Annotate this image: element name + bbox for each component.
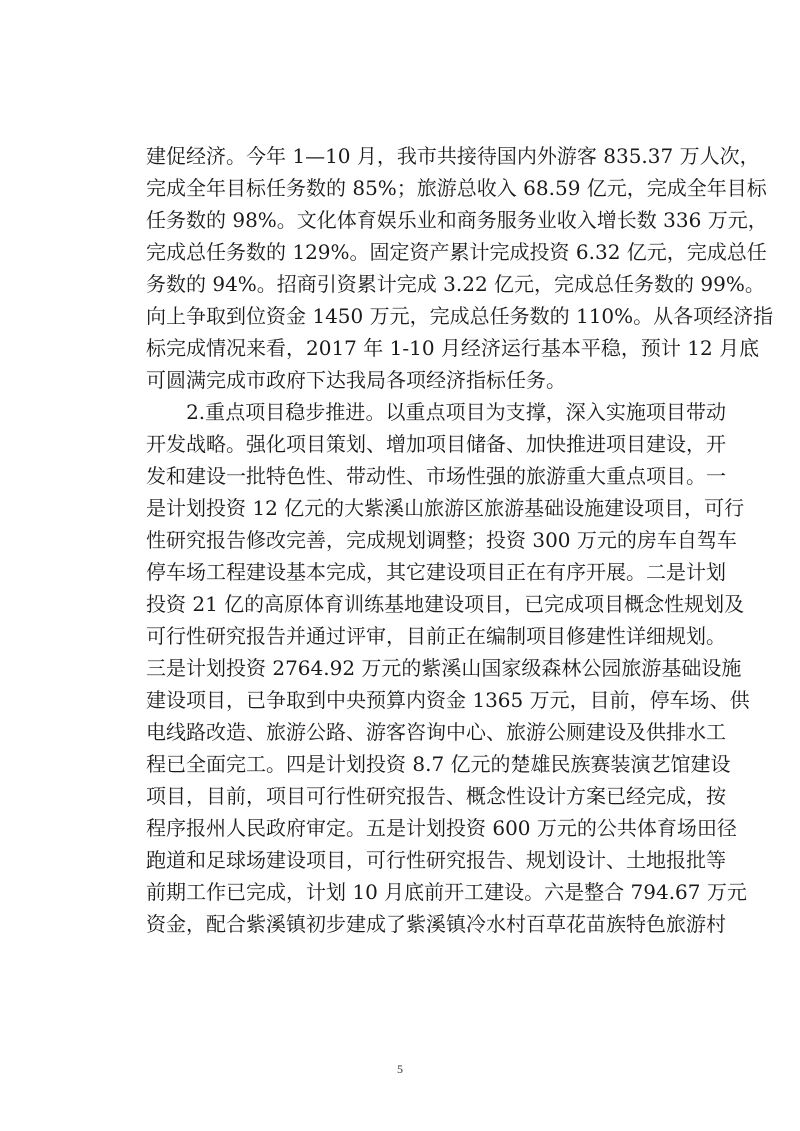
text-line: 任务数的 98%。文化体育娱乐业和商务服务业收入增长数 336 万元， (146, 208, 768, 232)
text-line: 性研究报告修改完善，完成规划调整；投资 300 万元的房车自驾车 (146, 528, 737, 552)
page-number: 5 (397, 1062, 403, 1076)
text-line: 项目，目前，项目可行性研究报告、概念性设计方案已经完成，按 (146, 784, 726, 808)
text-line: 是计划投资 12 亿元的大紫溪山旅游区旅游基础设施建设项目，可行 (146, 496, 745, 520)
text-line: 资金，配合紫溪镇初步建成了紫溪镇冷水村百草花苗族特色旅游村 (146, 912, 726, 936)
body-text (146, 140, 774, 940)
text-line: 可行性研究报告并通过评审，目前正在编制项目修建性详细规划。 (146, 624, 726, 648)
text-line: 程已全面完工。四是计划投资 8.7 亿元的楚雄民族赛装演艺馆建设 (146, 752, 731, 776)
text-line: 可圆满完成市政府下达我局各项经济指标任务。 (146, 368, 566, 392)
text-line: 2.重点项目稳步推进。以重点项目为支撑，深入实施项目带动 (146, 400, 726, 424)
paragraph-economic-indicators (146, 140, 774, 396)
text-line: 电线路改造、旅游公路、游客咨询中心、旅游公厕建设及供排水工 (146, 720, 726, 744)
text-line: 建促经济。今年 1—10 月，我市共接待国内外游客 835.37 万人次， (146, 144, 760, 168)
paragraph-key-projects (146, 396, 750, 940)
text-line: 标完成情况来看，2017 年 1-10 月经济运行基本平稳，预计 12 月底 (146, 336, 760, 360)
text-line: 完成总任务数的 129%。固定资产累计完成投资 6.32 亿元，完成总任 (146, 240, 767, 264)
text-line: 开发战略。强化项目策划、增加项目储备、加快推进项目建设，开 (146, 432, 726, 456)
text-line: 前期工作已完成，计划 10 月底前开工建设。六是整合 794.67 万元 (146, 880, 747, 904)
text-line: 完成全年目标任务数的 85%；旅游总收入 68.59 亿元，完成全年目标 (146, 176, 767, 200)
text-line: 务数的 94%。招商引资累计完成 3.22 亿元，完成总任务数的 99%。 (146, 272, 765, 296)
text-line: 三是计划投资 2764.92 万元的紫溪山国家级森林公园旅游基础设施 (146, 656, 742, 680)
text-line: 建设项目，已争取到中央预算内资金 1365 万元，目前，停车场、供 (146, 688, 750, 712)
text-line: 投资 21 亿的高原体育训练基地建设项目，已完成项目概念性规划及 (146, 592, 745, 616)
text-line: 向上争取到位资金 1450 万元，完成总任务数的 110%。从各项经济指 (146, 304, 774, 328)
text-line: 跑道和足球场建设项目，可行性研究报告、规划设计、土地报批等 (146, 848, 726, 872)
text-line: 发和建设一批特色性、带动性、市场性强的旅游重大重点项目。一 (146, 464, 726, 488)
text-line: 停车场工程建设基本完成，其它建设项目正在有序开展。二是计划 (146, 560, 726, 584)
text-line: 程序报州人民政府审定。五是计划投资 600 万元的公共体育场田径 (146, 816, 737, 840)
